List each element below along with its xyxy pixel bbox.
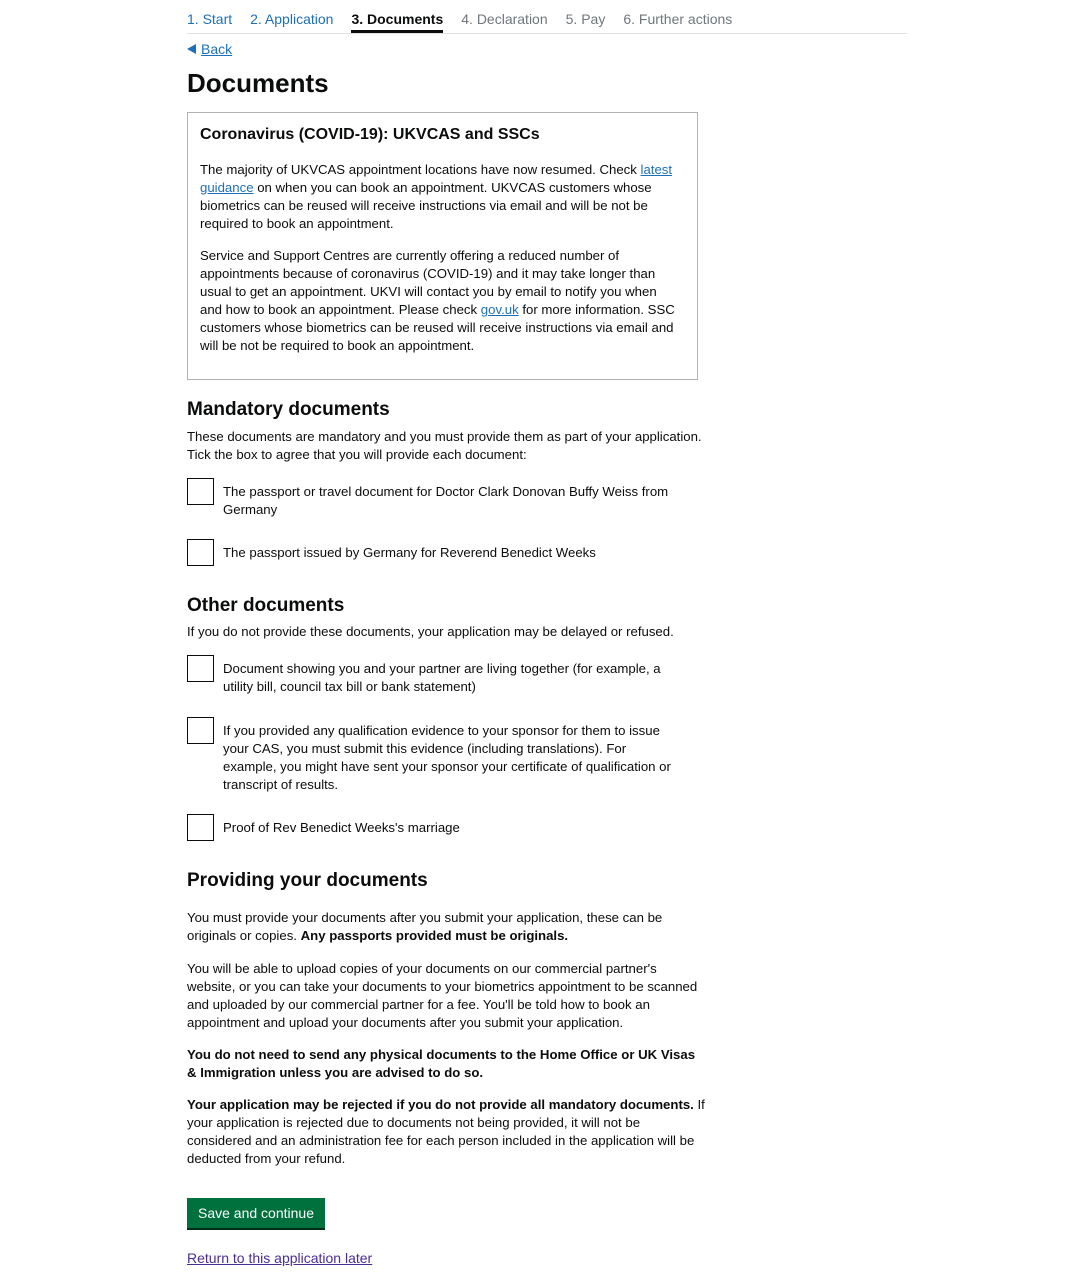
other-checkbox-2[interactable] xyxy=(187,717,214,744)
step-pay: 5. Pay xyxy=(565,11,606,27)
notice-p1-text-after: on when you can book an appointment. UKVCAS customers whose biometrics can be reused will receive instructions via email and will be not be required to book an appointment. xyxy=(200,180,652,231)
providing-documents-heading: Providing your documents xyxy=(187,870,428,891)
other-checkbox-3[interactable] xyxy=(187,814,214,841)
other-documents-intro: If you do not provide these documents, your application may be delayed or refused. xyxy=(187,624,674,639)
step-navigation xyxy=(187,8,907,34)
back-arrow-icon xyxy=(187,44,196,54)
other-checkbox-1[interactable] xyxy=(187,655,214,682)
gov-uk-link[interactable]: gov.uk xyxy=(480,302,519,317)
notice-heading: Coronavirus (COVID-19): UKVCAS and SSCs xyxy=(200,126,540,143)
step-application[interactable]: 2. Application xyxy=(250,11,334,27)
mandatory-item-1[interactable] xyxy=(187,478,687,519)
mandatory-checkbox-2[interactable] xyxy=(187,539,214,566)
step-start[interactable]: 1. Start xyxy=(187,11,233,27)
providing-p4-bold: Your application may be rejected if you do not provide all mandatory documents. xyxy=(187,1097,694,1112)
providing-p1-bold: Any passports provided must be originals. xyxy=(300,928,569,943)
other-item-1[interactable] xyxy=(187,655,687,696)
back-link-label: Back xyxy=(201,41,233,57)
save-and-continue-button[interactable]: Save and continue xyxy=(187,1198,325,1228)
providing-paragraph-4 xyxy=(187,1096,707,1168)
step-declaration: 4. Declaration xyxy=(461,11,548,27)
other-item-label: Proof of Rev Benedict Weeks's marriage xyxy=(223,820,460,835)
providing-paragraph-1 xyxy=(187,909,707,945)
other-documents-heading: Other documents xyxy=(187,595,345,616)
other-item-label: If you provided any qualification evidence to your sponsor for them to issue your CAS, you must submit this evidence (including translations). For example, you might have sent your sponsor your certificate of qualification or transcript of results. xyxy=(223,723,671,792)
page-title: Documents xyxy=(187,68,329,98)
notice-paragraph-2 xyxy=(200,247,680,355)
notice-p2-text-after: for more information. SSC customers whose biometrics can be reused will receive instructions via email and will be not be required to book an appointment. xyxy=(200,302,675,353)
providing-p1-text: You must provide your documents after you submit your application, these can be originals or copies. xyxy=(187,910,663,943)
mandatory-item-label: The passport issued by Germany for Reverend Benedict Weeks xyxy=(223,545,596,560)
covid-notice xyxy=(187,112,698,380)
providing-paragraph-3: You do not need to send any physical documents to the Home Office or UK Visas & Immigration unless you are advised to do so. xyxy=(187,1047,696,1080)
other-item-3[interactable] xyxy=(187,814,687,841)
other-item-2[interactable] xyxy=(187,717,687,794)
mandatory-documents-intro: These documents are mandatory and you must provide them as part of your application. Tick the box to agree that you will provide each document: xyxy=(187,429,702,462)
notice-p1-text-before: The majority of UKVCAS appointment locations have now resumed. Check xyxy=(200,162,641,177)
notice-p2-text-before: Service and Support Centres are currently offering a reduced number of appointments because of coronavirus (COVID-19) and it may take longer than usual to get an appointment. UKVI will contact you by email to notify you when and how to book an appointment. Please check xyxy=(200,248,657,317)
other-item-label: Document showing you and your partner are living together (for example, a utility bill, council tax bill or bank statement) xyxy=(223,661,661,694)
back-link[interactable] xyxy=(187,40,232,58)
mandatory-checkbox-1[interactable] xyxy=(187,478,214,505)
mandatory-documents-heading: Mandatory documents xyxy=(187,399,390,420)
step-further-actions: 6. Further actions xyxy=(623,11,733,27)
mandatory-item-2[interactable] xyxy=(187,539,687,566)
notice-paragraph-1 xyxy=(200,161,680,233)
providing-p4-text: If your application is rejected due to documents not being provided, it will not be considered and an administration fee for each person included in the application will be deducted from your refund. xyxy=(187,1097,705,1166)
mandatory-item-label: The passport or travel document for Doctor Clark Donovan Buffy Weiss from Germany xyxy=(223,484,669,517)
latest-guidance-link[interactable]: latest guidance xyxy=(200,162,673,195)
step-documents: 3. Documents xyxy=(351,8,443,33)
return-later-link[interactable]: Return to this application later xyxy=(187,1250,373,1266)
providing-paragraph-2: You will be able to upload copies of your documents on our commercial partner's website, or you can take your documents to your biometrics appointment to be scanned and uploaded by our commercial partner for a fee. You'll be told how to book an appointment and upload your documents after you submit your application. xyxy=(187,961,698,1030)
